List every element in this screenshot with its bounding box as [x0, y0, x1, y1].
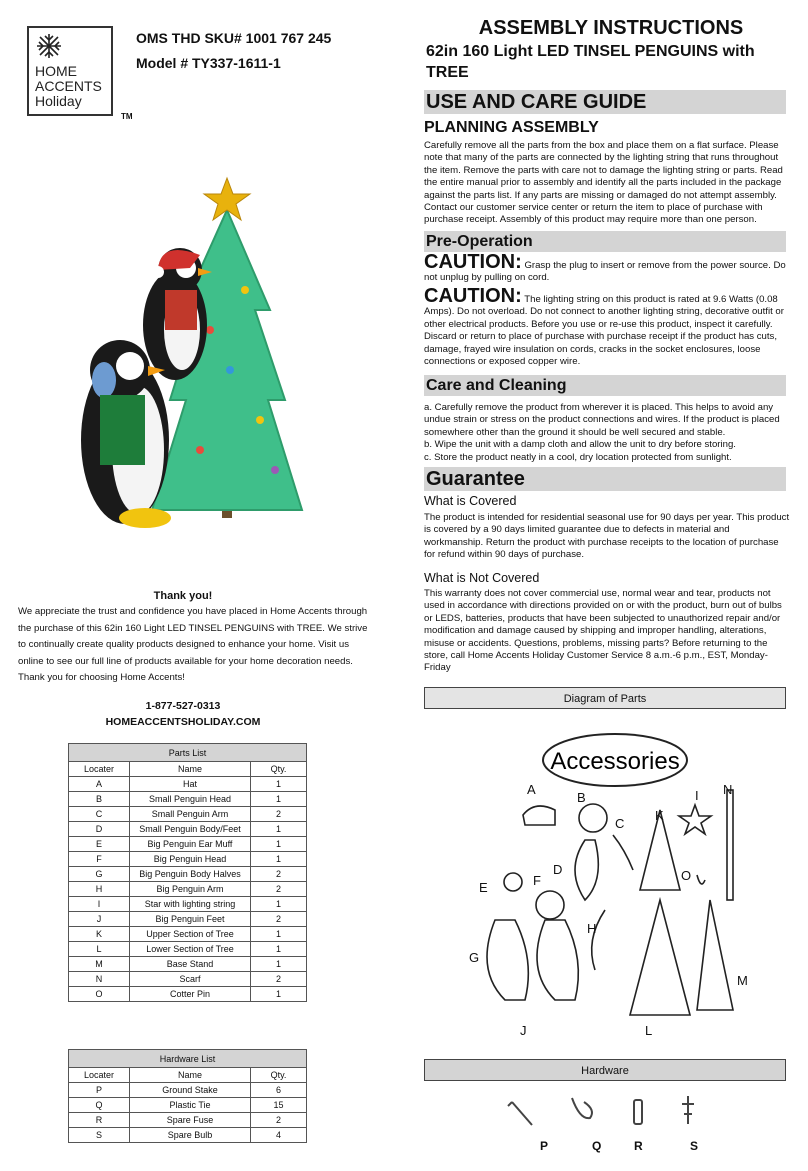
col-header: Name: [130, 1068, 251, 1083]
qty-cell: 1: [251, 837, 307, 852]
lower-tree-part: [630, 900, 690, 1015]
locater-cell: S: [69, 1128, 130, 1143]
table-row: [69, 822, 307, 837]
ground-stake-part: [508, 1102, 532, 1125]
qty-cell: 2: [251, 912, 307, 927]
care-b: b. Wipe the unit with a damp cloth and allow the unit to dry before storing.: [424, 439, 736, 451]
col-header: Qty.: [251, 762, 307, 777]
snowflake-icon: [35, 32, 63, 60]
label-J: J: [520, 1023, 527, 1038]
care-a: a. Carefully remove the product from wherever it is placed. This helps to avoid any undue strain or stress on the product connections and wires. If the product is placed somewhere other than the ground it should be well secured and stable.: [424, 402, 780, 438]
table-row: [69, 897, 307, 912]
cotter-pin-part: [697, 875, 705, 884]
table-row: [69, 942, 307, 957]
table-row: [69, 987, 307, 1002]
name-cell: Star with lighting string: [130, 897, 251, 912]
qty-cell: 2: [251, 882, 307, 897]
label-M: M: [737, 973, 748, 988]
diagram-bar: Diagram of Parts: [424, 687, 786, 709]
planning-text: Carefully remove all the parts from the box and place them on a flat surface. Please note that many of the parts are connected by the lighting string that runs throughout the item. Remove the parts with care not to damage the lighting string or parts. Read the entire manual prior to assembly and identify all the parts included in the package against the parts list. If any parts are missing or damaged do not attempt assembly. Contact our customer service center or return the item to place of purchase with purchase receipt. Assembly of this product may require more than one person.: [424, 140, 783, 226]
brand-line1: HOME: [35, 63, 77, 79]
qty-cell: 6: [251, 1083, 307, 1098]
name-cell: Lower Section of Tree: [130, 942, 251, 957]
thank-you-text: We appreciate the trust and confidence you have placed in Home Accents through the purchase of this 62in 160 Light LED TINSEL PENGUINS with TREE. We strive to continually create quality products designed to enhance your home. Visit us online to see our full line of products available for your home decoration needs. Thank you for choosing Home Accents!: [18, 606, 368, 683]
label-S: S: [690, 1139, 699, 1153]
label-B: B: [577, 790, 586, 805]
table-row: [69, 837, 307, 852]
caution1-text: Grasp the plug to insert or remove from the power source. Do not unplug by pulling on cord.: [424, 260, 786, 284]
locater-cell: P: [69, 1083, 130, 1098]
caution2-text: The lighting string on this product is rated at 9.6 Watts (0.08 Amps). Do not overload. Do not connect to another lighting string, decorative outfit or other electrical products. Before you use or re-use this product, inspect it carefully. Discard or return to place of purchase with purchase receipt if the product has cuts, damage, frayed wire insulation on cords, cracks in the socket enclosures, loose connections or exposed copper wire.: [424, 294, 784, 368]
name-cell: Big Penguin Head: [130, 852, 251, 867]
table-row: [69, 927, 307, 942]
product-illustration: [70, 170, 380, 540]
name-cell: Spare Fuse: [130, 1113, 251, 1128]
base-stand-part: [697, 900, 733, 1010]
name-cell: Big Penguin Body Halves: [130, 867, 251, 882]
qty-cell: 1: [251, 792, 307, 807]
trademark: TM: [121, 112, 133, 121]
label-F: F: [533, 873, 541, 888]
locater-cell: N: [69, 972, 130, 987]
table-row: [69, 777, 307, 792]
label-G: G: [469, 950, 480, 965]
qty-cell: 1: [251, 852, 307, 867]
sku: OMS THD SKU# 1001 767 245: [136, 30, 332, 46]
qty-cell: 2: [251, 1113, 307, 1128]
not-covered-text: This warranty does not cover commercial use, normal wear and tear, products not used in accordance with directions provided on or with the product, burn out of bulbs or LEDS, batteries, products that have been subjected to unauthorized repair and/or modification and damage caused by shipping and improper handling, alterations, misuse or accidents. Questions, problems, missing parts? Before returning to the store, call Home Accents Holiday Customer Service 8 a.m.-6 p.m., EST, Monday-Friday: [424, 588, 782, 674]
not-covered-heading: What is Not Covered: [424, 571, 540, 585]
table-row: [69, 957, 307, 972]
label-K: K: [655, 808, 664, 823]
qty-cell: 1: [251, 942, 307, 957]
table-row: [69, 1113, 307, 1128]
table-row: [69, 882, 307, 897]
star-part: [679, 805, 711, 834]
label-L: L: [645, 1023, 653, 1038]
brand-logo: [27, 26, 113, 116]
label-E: E: [479, 880, 488, 895]
caution2-label: CAUTION:: [424, 285, 522, 307]
big-head-part: [536, 891, 564, 919]
locater-cell: L: [69, 942, 130, 957]
table-row: [69, 1098, 307, 1113]
qty-cell: 1: [251, 987, 307, 1002]
locater-cell: C: [69, 807, 130, 822]
label-A: A: [527, 782, 536, 797]
hardware-header-row: [69, 1068, 307, 1083]
locater-cell: D: [69, 822, 130, 837]
caution2: [424, 285, 790, 368]
col-header: Locater: [69, 762, 130, 777]
name-cell: Big Penguin Arm: [130, 882, 251, 897]
spare-bulb-part: [682, 1096, 694, 1124]
locater-cell: G: [69, 867, 130, 882]
qty-cell: 2: [251, 807, 307, 822]
model-number: Model # TY337-1611-1: [136, 55, 281, 71]
qty-cell: 1: [251, 822, 307, 837]
table-row: [69, 792, 307, 807]
locater-cell: I: [69, 897, 130, 912]
phone-number: 1-877-527-0313: [145, 700, 221, 712]
locater-cell: A: [69, 777, 130, 792]
label-R: R: [634, 1139, 643, 1153]
label-Q: Q: [592, 1139, 602, 1153]
scarf-part: [727, 790, 733, 900]
label-C: C: [615, 816, 625, 831]
hardware-diagram: [500, 1090, 720, 1155]
brand-line3: Holiday: [35, 93, 82, 109]
name-cell: Scarf: [130, 972, 251, 987]
website: HOMEACCENTSHOLIDAY.COM: [105, 716, 261, 728]
care-c: c. Store the product neatly in a cool, dry location protected from sunlight.: [424, 451, 732, 463]
small-body-part: [575, 840, 598, 900]
covered-heading: What is Covered: [424, 494, 517, 508]
locater-cell: K: [69, 927, 130, 942]
hat-part: [523, 806, 555, 825]
parts-table: [68, 743, 307, 1002]
table-row: [69, 1128, 307, 1143]
covered-text: The product is intended for residential seasonal use for 90 days per year. This product is covered by a 90 days limited guarantee due to defects in material and workmanship. Return the product with purchase receipts to the location of purchase for refund within 90 days of purchase.: [424, 512, 790, 561]
brand-wordmark: [35, 64, 102, 109]
name-cell: Hat: [130, 777, 251, 792]
label-P: P: [540, 1139, 549, 1153]
hardware-bar: Hardware: [424, 1059, 786, 1081]
hardware-table: [68, 1049, 307, 1143]
col-header: Qty.: [251, 1068, 307, 1083]
preop-heading: Pre-Operation: [424, 231, 786, 252]
caution1-label: CAUTION:: [424, 251, 522, 273]
product-title: 62in 160 Light LED TINSEL PENGUINS with TREE: [426, 43, 755, 81]
parts-header-row: [69, 762, 307, 777]
table-row: [69, 852, 307, 867]
qty-cell: 1: [251, 927, 307, 942]
guarantee-heading: Guarantee: [424, 467, 786, 491]
table-row: [69, 867, 307, 882]
small-head-part: [579, 804, 607, 832]
hardware-caption: Hardware List: [69, 1050, 307, 1068]
body-half-part: [537, 920, 578, 1000]
qty-cell: 1: [251, 957, 307, 972]
ear-muff-part: [504, 873, 522, 891]
spare-fuse-part: [634, 1100, 642, 1124]
parts-caption: Parts List: [69, 744, 307, 762]
locater-cell: O: [69, 987, 130, 1002]
locater-cell: H: [69, 882, 130, 897]
name-cell: Plastic Tie: [130, 1098, 251, 1113]
name-cell: Base Stand: [130, 957, 251, 972]
table-row: [69, 1083, 307, 1098]
qty-cell: 2: [251, 867, 307, 882]
plastic-tie-part: [572, 1098, 592, 1118]
locater-cell: M: [69, 957, 130, 972]
big-arm-part: [592, 910, 605, 970]
table-row: [69, 972, 307, 987]
locater-cell: R: [69, 1113, 130, 1128]
name-cell: Small Penguin Head: [130, 792, 251, 807]
label-I: I: [695, 788, 699, 803]
planning-heading: PLANNING ASSEMBLY: [424, 119, 599, 136]
name-cell: Big Penguin Ear Muff: [130, 837, 251, 852]
care-text: [424, 402, 790, 464]
thank-you-heading: Thank you!: [153, 590, 213, 602]
accessories-label: Accessories: [550, 748, 680, 775]
small-arm-part: [613, 835, 633, 870]
qty-cell: 1: [251, 777, 307, 792]
name-cell: Small Penguin Arm: [130, 807, 251, 822]
care-heading: Care and Cleaning: [424, 375, 786, 396]
locater-cell: Q: [69, 1098, 130, 1113]
qty-cell: 1: [251, 897, 307, 912]
name-cell: Spare Bulb: [130, 1128, 251, 1143]
qty-cell: 2: [251, 972, 307, 987]
brand-line2: ACCENTS: [35, 78, 102, 94]
label-N: N: [723, 782, 733, 797]
name-cell: Cotter Pin: [130, 987, 251, 1002]
locater-cell: E: [69, 837, 130, 852]
locater-cell: J: [69, 912, 130, 927]
label-O: O: [681, 868, 692, 883]
page-title: ASSEMBLY INSTRUCTIONS: [478, 17, 744, 39]
locater-cell: B: [69, 792, 130, 807]
table-row: [69, 912, 307, 927]
parts-diagram: [465, 730, 765, 1050]
name-cell: Big Penguin Feet: [130, 912, 251, 927]
table-row: [69, 807, 307, 822]
locater-cell: F: [69, 852, 130, 867]
body-half-part: [487, 920, 528, 1000]
name-cell: Upper Section of Tree: [130, 927, 251, 942]
name-cell: Ground Stake: [130, 1083, 251, 1098]
col-header: Name: [130, 762, 251, 777]
label-D: D: [553, 862, 563, 877]
caution1: [424, 251, 790, 285]
qty-cell: 15: [251, 1098, 307, 1113]
qty-cell: 4: [251, 1128, 307, 1143]
label-H: H: [587, 921, 597, 936]
col-header: Locater: [69, 1068, 130, 1083]
name-cell: Small Penguin Body/Feet: [130, 822, 251, 837]
use-care-heading: USE AND CARE GUIDE: [424, 90, 786, 114]
